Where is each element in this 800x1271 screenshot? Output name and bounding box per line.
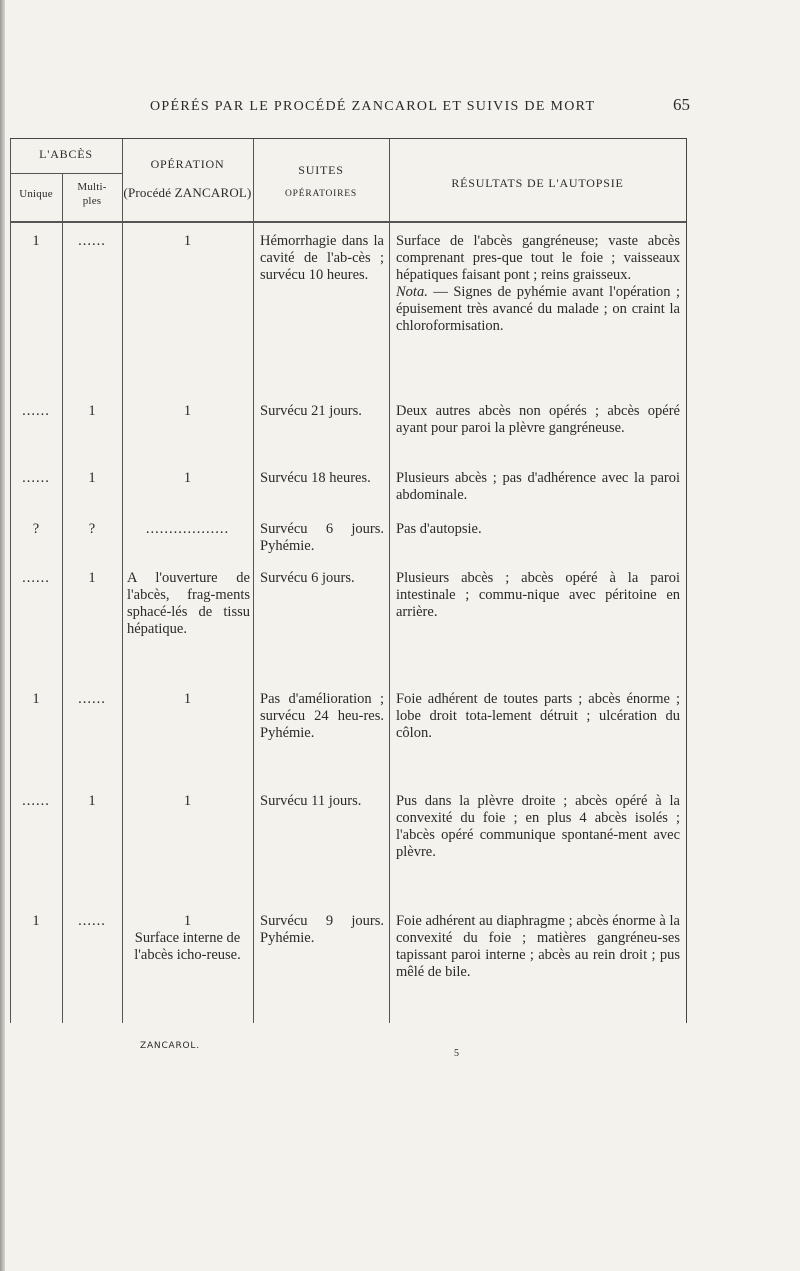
row1-multiples: ...... <box>78 233 106 249</box>
row7-operation: 1 <box>183 793 192 809</box>
row6-unique: 1 <box>32 691 40 707</box>
row5-unique: ...... <box>22 570 50 586</box>
running-title: OPÉRÉS PAR LE PROCÉDÉ ZANCAROL ET SUIVIS DE MORT <box>150 99 596 114</box>
header-operatoires: OPÉRATOIRES <box>285 189 357 199</box>
row4-resultats: Pas d'autopsie. <box>396 521 482 537</box>
row8-operation-num: 1 <box>183 913 192 929</box>
column-rule <box>122 139 123 1023</box>
row8-operation-text: Surface interne de l'abcès icho-reuse. <box>134 930 241 963</box>
row3-suites: Survécu 18 heures. <box>260 470 371 486</box>
column-rule <box>253 139 254 1023</box>
running-header <box>150 95 690 115</box>
row8-resultats: Foie adhérent au diaphragme ; abcès énorme à la convexité du foie ; matières gangréneu-ses tapissant paroi interne ; abcès au rein droit ; pus mêlé de bile. <box>396 913 680 980</box>
row3-unique: ...... <box>22 470 50 486</box>
header-suites: SUITES <box>298 163 344 177</box>
row7-unique: ...... <box>22 793 50 809</box>
row1-resultats-text: Surface de l'abcès gangréneuse; vaste abcès comprenant pres-que tout le foie ; vaisseaux hépatiques faisant pont ; reins graisseux. <box>396 233 680 283</box>
header-multiples: Multi- ples <box>77 181 107 207</box>
row2-unique: ...... <box>22 403 50 419</box>
row4-suites: Survécu 6 jours. Pyhémie. <box>260 521 384 554</box>
column-rule <box>389 139 390 1023</box>
header-subrule <box>10 173 122 174</box>
row3-resultats: Plusieurs abcès ; pas d'adhérence avec la paroi abdominale. <box>396 470 680 503</box>
row3-operation: 1 <box>183 470 192 486</box>
row5-resultats: Plusieurs abcès ; abcès opéré à la paroi intestinale ; commu-nique avec péritoine en arrière. <box>396 570 680 620</box>
row8-operation <box>122 913 253 964</box>
row1-operation: 1 <box>183 233 192 249</box>
row1-nota: — Signes de pyhémie avant l'opération ; épuisement très avancé du malade ; on craint la chloroformisation. <box>396 284 680 334</box>
header-operation: OPÉRATION <box>150 157 225 171</box>
header-abces: L'ABCÈS <box>39 147 93 161</box>
page-number: 65 <box>673 95 690 114</box>
page-binding-edge <box>0 0 5 1271</box>
row3-multiples: 1 <box>88 470 96 486</box>
row7-multiples: 1 <box>88 793 96 809</box>
column-rule <box>62 173 63 1023</box>
row6-suites: Pas d'amélioration ; survécu 24 heu-res. Pyhémie. <box>260 691 384 741</box>
header-procede: (Procédé ZANCAROL) <box>123 185 252 200</box>
footer-signature-mark: 5 <box>454 1048 459 1059</box>
header-unique: Unique <box>19 188 53 200</box>
row6-multiples: ...... <box>78 691 106 707</box>
row1-nota-label: Nota. <box>396 284 428 300</box>
row6-operation: 1 <box>183 691 192 707</box>
row5-multiples: 1 <box>88 570 96 586</box>
row4-unique: ? <box>32 521 40 537</box>
row5-operation: A l'ouverture de l'abcès, frag-ments sphacé-lés de tissu hépatique. <box>127 570 250 637</box>
row8-unique: 1 <box>32 913 40 929</box>
footer-signature: ZANCAROL. <box>140 1041 200 1051</box>
row5-suites: Survécu 6 jours. <box>260 570 355 586</box>
row1-suites: Hémorrhagie dans la cavité de l'ab-cès ; survécu 10 heures. <box>260 233 384 283</box>
row6-resultats: Foie adhérent de toutes parts ; abcès énorme ; lobe droit tota-lement détruit ; ulcération du côlon. <box>396 691 680 741</box>
row7-resultats: Pus dans la plèvre droite ; abcès opéré à la convexité du foie ; en plus 4 abcès isolés ; l'abcès opéré communique spontané-ment avec plèvre. <box>396 793 680 860</box>
row7-suites: Survécu 11 jours. <box>260 793 362 809</box>
row2-multiples: 1 <box>88 403 96 419</box>
row4-multiples: ? <box>88 521 96 537</box>
header-bottom-rule <box>10 221 686 223</box>
row4-operation: .................. <box>145 521 230 537</box>
row1-unique: 1 <box>32 233 40 249</box>
row8-multiples: ...... <box>78 913 106 929</box>
row1-resultats <box>396 233 680 335</box>
row2-suites: Survécu 21 jours. <box>260 403 362 419</box>
header-resultats: RÉSULTATS DE L'AUTOPSIE <box>451 176 624 190</box>
row2-resultats: Deux autres abcès non opérés ; abcès opéré ayant pour paroi la plèvre gangréneuse. <box>396 403 680 436</box>
row8-suites: Survécu 9 jours. Pyhémie. <box>260 913 384 946</box>
row2-operation: 1 <box>183 403 192 419</box>
autopsy-table <box>10 138 687 1023</box>
